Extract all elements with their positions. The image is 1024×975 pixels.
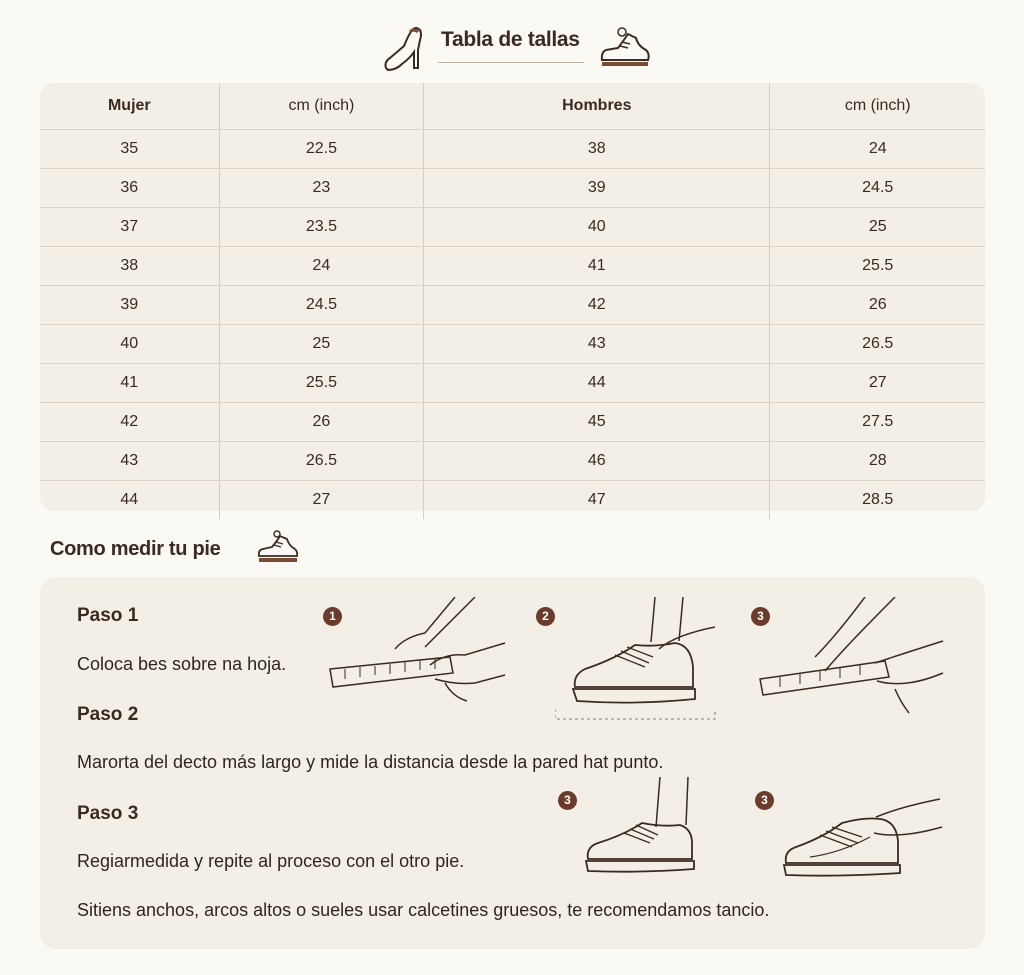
steps-card: [40, 577, 985, 949]
table-row: [40, 325, 985, 364]
column-header-hombres: Hombres: [424, 83, 770, 130]
women-cm-cell: 26: [219, 403, 424, 442]
women-size-cell: 44: [40, 481, 219, 520]
column-header-mujer: Mujer: [40, 83, 219, 130]
men-size-cell: 40: [424, 208, 770, 247]
page-title: Tabla de tallas: [441, 28, 580, 51]
step-badge-2: 2: [536, 607, 555, 626]
table-row: [40, 247, 985, 286]
women-size-cell: 43: [40, 442, 219, 481]
step-badge-1: 1: [323, 607, 342, 626]
table-row: [40, 481, 985, 520]
title-underline: [438, 62, 584, 63]
women-size-cell: 42: [40, 403, 219, 442]
men-cm-cell: 24.5: [770, 169, 985, 208]
men-size-cell: 43: [424, 325, 770, 364]
men-size-cell: 46: [424, 442, 770, 481]
table-header-row: [40, 83, 985, 130]
women-size-cell: 41: [40, 364, 219, 403]
men-cm-cell: 26: [770, 286, 985, 325]
title-row: [0, 10, 1024, 70]
step-1-text: Coloca bes sobre na hoja.: [77, 654, 287, 674]
men-cm-cell: 25: [770, 208, 985, 247]
women-cm-cell: 25.5: [219, 364, 424, 403]
women-cm-cell: 23: [219, 169, 424, 208]
men-size-cell: 42: [424, 286, 770, 325]
women-cm-cell: 24.5: [219, 286, 424, 325]
women-size-cell: 36: [40, 169, 219, 208]
measure-heading: Como medir tu pie: [50, 538, 221, 560]
men-cm-cell: 25.5: [770, 247, 985, 286]
women-size-cell: 40: [40, 325, 219, 364]
step-3-label: Paso 3: [77, 803, 139, 824]
table-row: [40, 442, 985, 481]
sneaker-hand-illustration: [555, 597, 730, 722]
ruler-hands-illustration: [325, 597, 515, 717]
column-header-cm-men: cm (inch): [770, 83, 985, 130]
table-row: [40, 208, 985, 247]
foot-sneaker-illustration: [580, 777, 700, 877]
footnote-text: Sitiens anchos, arcos altos o sueles usar calcetines gruesos, te recomendamos tancio.: [77, 900, 770, 920]
step-1-label: Paso 1: [77, 605, 139, 626]
men-size-cell: 41: [424, 247, 770, 286]
men-size-cell: 44: [424, 364, 770, 403]
table-row: [40, 286, 985, 325]
men-size-cell: 47: [424, 481, 770, 520]
men-cm-cell: 27.5: [770, 403, 985, 442]
table-row: [40, 364, 985, 403]
men-cm-cell: 28.5: [862, 491, 894, 508]
women-cm-cell: 27: [219, 481, 424, 520]
step-3-text: Regiarmedida y repite al proceso con el otro pie.: [77, 851, 465, 871]
men-size-cell: 38: [424, 130, 770, 169]
table-row: [40, 403, 985, 442]
table-row: [40, 169, 985, 208]
sneaker-icon: [598, 24, 652, 72]
men-cm-cell: 28: [770, 442, 985, 481]
men-size-cell: 39: [424, 169, 770, 208]
ruler-hands-illustration-right: [755, 597, 955, 722]
step-2-text: Marorta del decto más largo y mide la distancia desde la pared hat punto.: [77, 752, 664, 772]
women-cm-cell: 25: [219, 325, 424, 364]
women-size-cell: 35: [40, 130, 219, 169]
step-badge-3c: 3: [755, 791, 774, 810]
step-2-label: Paso 2: [77, 704, 139, 725]
size-table-card: [40, 83, 985, 511]
men-size-cell: 45: [424, 403, 770, 442]
women-size-cell: 37: [40, 208, 219, 247]
step-badge-3b: 3: [558, 791, 577, 810]
women-cm-cell: 22.5: [219, 130, 424, 169]
women-cm-cell: 23.5: [219, 208, 424, 247]
step-badge-3: 3: [751, 607, 770, 626]
men-cm-cell: 27: [770, 364, 985, 403]
men-cm-cell: 24: [770, 130, 985, 169]
women-size-cell: 38: [40, 247, 219, 286]
table-row: [40, 130, 985, 169]
women-size-cell: 39: [40, 286, 219, 325]
women-cm-cell: 26.5: [219, 442, 424, 481]
men-cm-cell: 26.5: [770, 325, 985, 364]
high-heel-icon: [380, 24, 426, 74]
size-table: [40, 83, 985, 519]
sneaker-small-icon: [256, 528, 300, 568]
sneaker-hand-illustration-right: [780, 777, 950, 882]
women-cm-cell: 24: [219, 247, 424, 286]
column-header-cm-women: cm (inch): [219, 83, 424, 130]
